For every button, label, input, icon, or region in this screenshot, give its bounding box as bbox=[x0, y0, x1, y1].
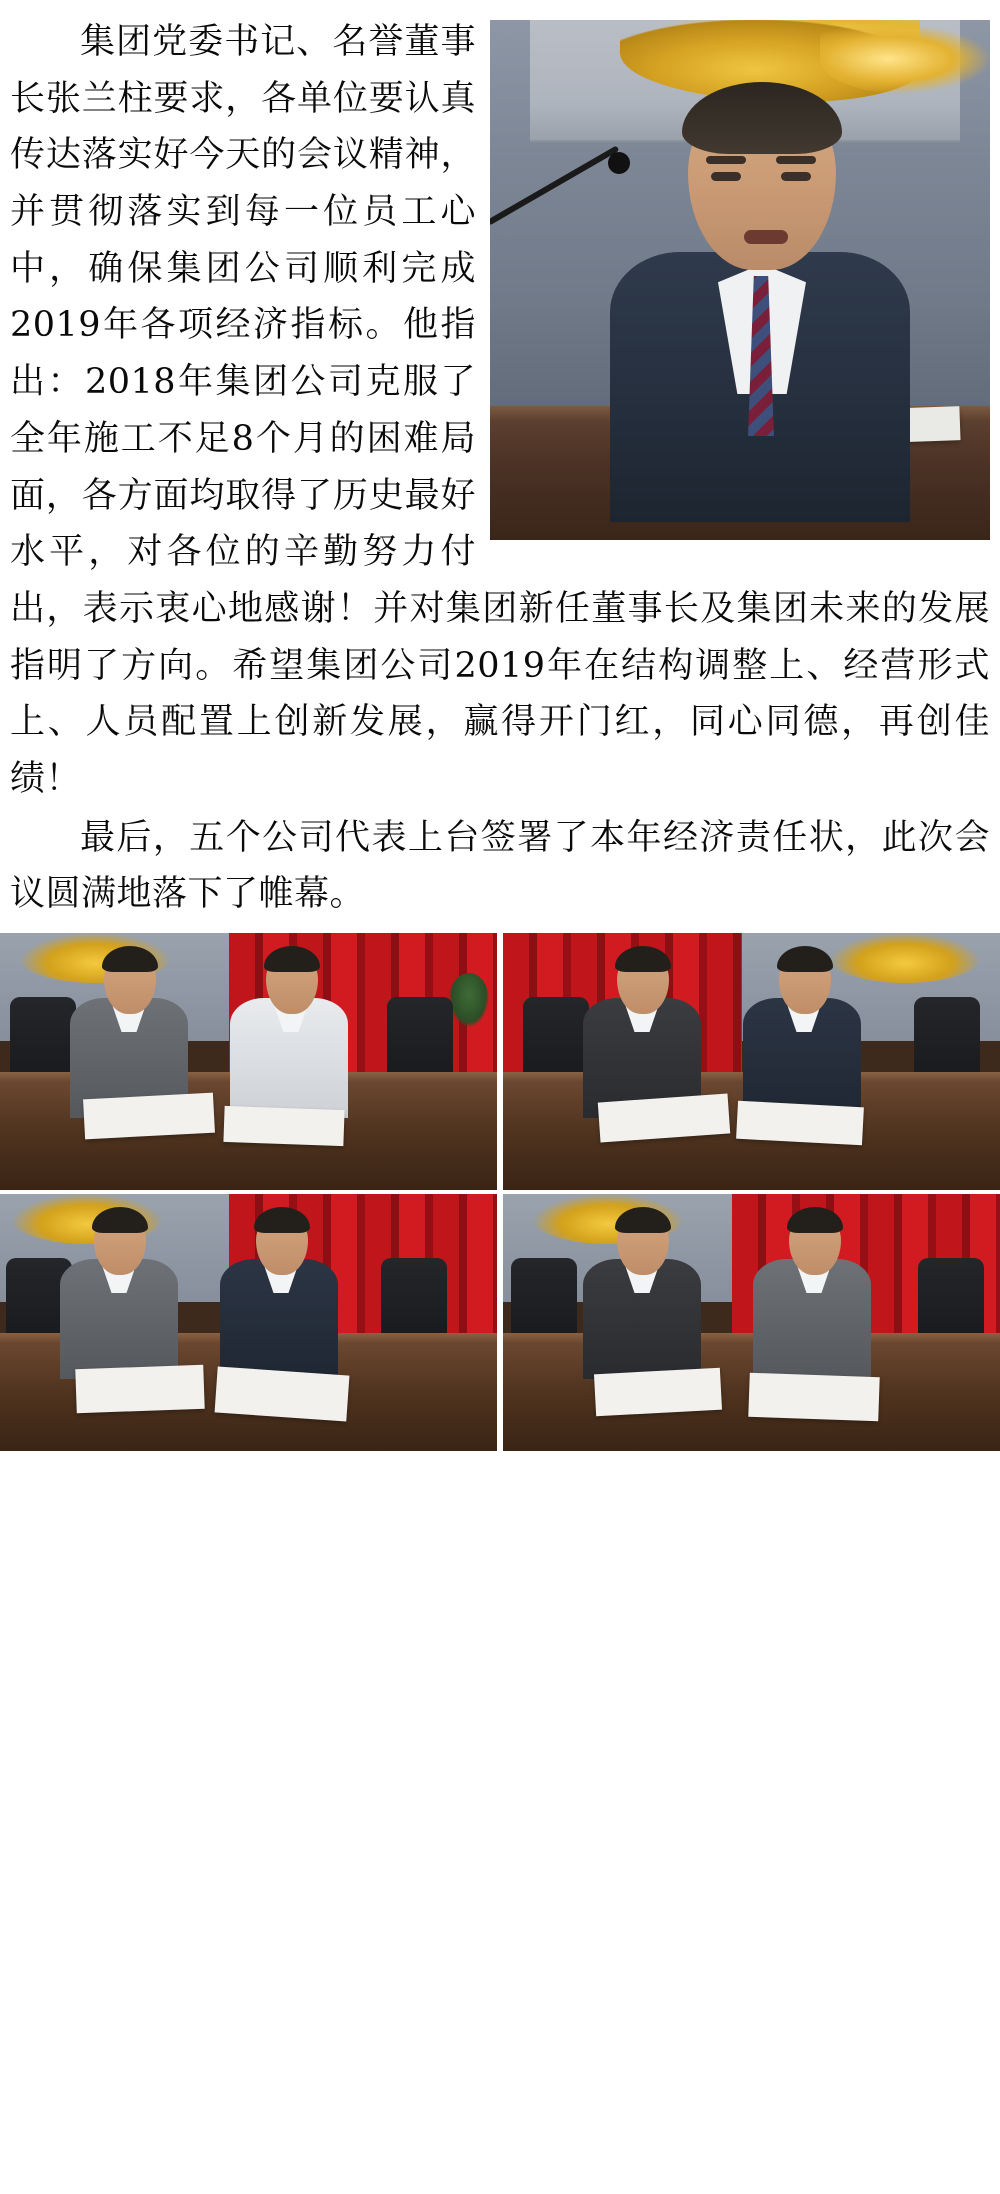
article-body bbox=[0, 0, 1000, 923]
plant-decoration bbox=[449, 973, 489, 1027]
table-edge bbox=[503, 1333, 1000, 1343]
signed-document bbox=[75, 1365, 204, 1413]
signed-document bbox=[215, 1366, 350, 1421]
hero-mouth bbox=[744, 230, 788, 244]
signing-photo-4 bbox=[503, 1194, 1000, 1451]
signed-document bbox=[736, 1101, 864, 1146]
microphone-head-icon bbox=[608, 152, 630, 174]
hero-brow-right bbox=[776, 156, 816, 164]
gold-emblem-icon bbox=[830, 933, 980, 983]
paragraph-1: 集团党委书记、名誉董事长张兰柱要求，各单位要认真传达落实好今天的会议精神，并贯彻落实到每一位员工心中，确保集团公司顺利完成2019年各项经济指标。他指出：2018年集团公司克服了全年施工不足8个月的困难局面，各方面均取得了历史最好水平，对各位的辛勤努力付出，表示衷心地感谢！并对集团新任董事长及集团未来的发展指明了方向。希望集团公司2019年在结构调整上、经营形式上、人员配置上创新发展，赢得开门红，同心同德，再创佳绩！ bbox=[10, 22, 990, 799]
hero-eye-right bbox=[781, 172, 811, 181]
signing-photo-3 bbox=[0, 1194, 497, 1451]
hero-speaker bbox=[610, 80, 910, 520]
signing-photo-1 bbox=[0, 933, 497, 1190]
signed-document bbox=[223, 1106, 344, 1146]
hero-brow-left bbox=[706, 156, 746, 164]
signing-photo-grid bbox=[0, 933, 1000, 1451]
signed-document bbox=[594, 1368, 722, 1417]
hero-photo bbox=[490, 20, 990, 540]
signed-document bbox=[748, 1373, 879, 1422]
hero-eye-left bbox=[711, 172, 741, 181]
signing-photo-2 bbox=[503, 933, 1000, 1190]
signed-document bbox=[83, 1093, 215, 1140]
hero-hair bbox=[682, 82, 842, 154]
paragraph-2: 最后，五个公司代表上台签署了本年经济责任状，此次会议圆满地落下了帷幕。 bbox=[10, 817, 990, 915]
